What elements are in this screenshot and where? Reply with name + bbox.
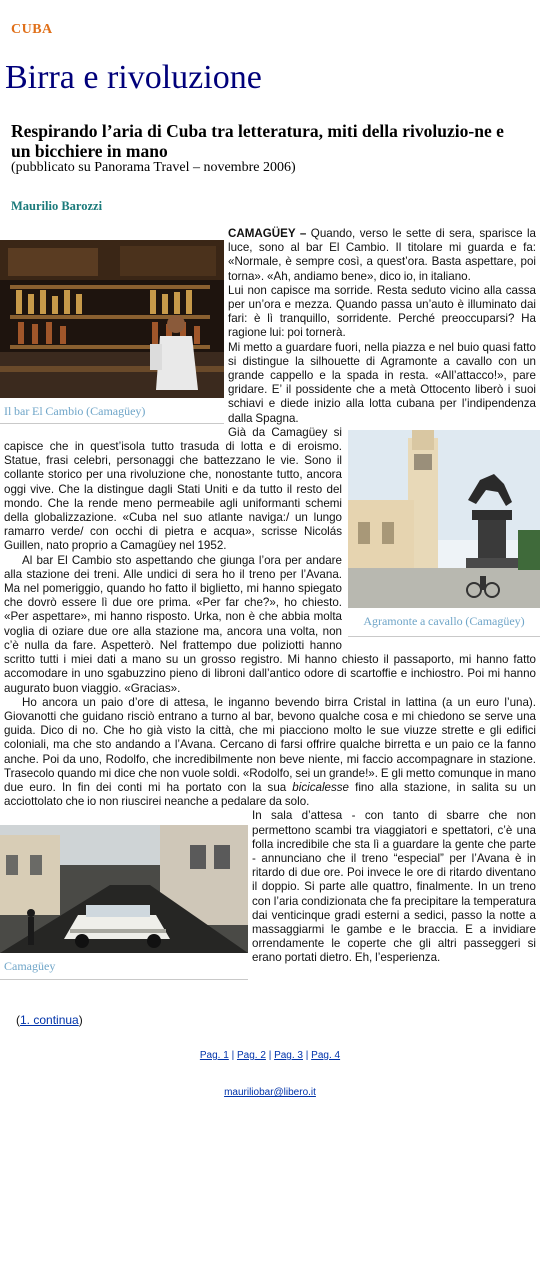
figure-caption: Il bar El Cambio (Camagüey) bbox=[0, 398, 224, 424]
page-separator: | bbox=[268, 1050, 272, 1061]
photo-agramonte bbox=[348, 430, 540, 637]
paragraph: In sala d’attesa - con tanto di sbarre che non permettono scambi tra viaggiatori e spettatori, c’è una folla incredibile che sta lì a guardare la gente che parte - annunciano che il treno “especial” per l’Avana è in ritardo di due ore. Poi invece le ore di ritardo diventano il doppio. Si parte alle quattro, finalmente. In un treno con l’aria condizionata che fa precipitare la temperatura dai venticinque gradi esterni a sedici, passo la notte a massaggiarmi le gambe e le braccia. E a invidiare orrendamente le coperte che gli altri passeggeri si erano portati dietro. Eh, l’esperienza. bbox=[252, 809, 536, 965]
paragraph: CAMAGÜEY – Quando, verso le sette di sera, sparisce la luce, sono al bar El Cambio. Il titolare mi guarda e fa: «Normale, è sempre così, a quest’ora. Basta aspettare, poi torna». «Ah, andiamo bene», dico io, in italiano. bbox=[228, 227, 536, 283]
article-subtitle: Respirando l’aria di Cuba tra letteratura, miti della rivoluzio-ne e un bicchiere in mano bbox=[11, 121, 504, 161]
page-title: Birra e rivoluzione bbox=[5, 59, 262, 96]
paragraph: Mi metto a guardare fuori, nella piazza e nel buio quasi fatto si distingue la silhouette di Agramonte a cavallo con un grande cappello e la spada in resta. «All’attacco!», pare gridare. E’ il possidente che a metà Ottocento liberò i suoi schiavi e diede inizio alla lotta cubana per l’indipendenza dalla Spagna. bbox=[228, 340, 536, 425]
street-car-image bbox=[0, 825, 248, 953]
pagination bbox=[0, 1050, 540, 1061]
continua-note: (1. continua) bbox=[16, 1013, 83, 1027]
page-link-1[interactable]: Pag. 1 bbox=[199, 1050, 229, 1061]
contact-email bbox=[0, 1087, 540, 1098]
photo-camaguey-street bbox=[0, 825, 248, 979]
page-link-4[interactable]: Pag. 4 bbox=[311, 1050, 341, 1061]
paragraph: Al bar El Cambio sto aspettando che giunga l’ora per andare alla stazione dei treni. Alle undici di sera ho il treno per l’Avana. Ma nel pomeriggio, quando ho fatto il biglietto, mi hanno spiegato che dovrò essere lì due ore prima. «Per far che?», ho chiesto. «Per aspettare», mi hanno risposto. Urka, non è che abbia molta voglia di oziare due ore alla stazione ma, ancora una volta, non c’è nulla da fare. Aspetterò. Nel frattempo due poliziotti hanno scritto tutti i miei dati a mano su un grosso registro. Mi hanno chiesto il passaporto, mi hanno fatto accomodare in uno sgabuzzino pieno di libroni dall’antico odore di scartoffie e inchiostro. Poi mi hanno augurato buon viaggio. «Gracias». bbox=[4, 553, 536, 695]
section-label: CUBA bbox=[11, 22, 53, 37]
page-link-3[interactable]: Pag. 3 bbox=[274, 1050, 303, 1061]
author-name: Maurilio Barozzi bbox=[11, 199, 103, 213]
dateline: CAMAGÜEY – bbox=[228, 227, 307, 240]
agramonte-statue-image bbox=[348, 430, 540, 608]
publication-note: (pubblicato su Panorama Travel – novembre 2006) bbox=[11, 160, 296, 175]
email-link[interactable]: mauriliobar@libero.it bbox=[224, 1087, 316, 1098]
photo-bar-el-cambio bbox=[0, 240, 224, 424]
continua-link[interactable]: 1. continua bbox=[20, 1013, 79, 1027]
bar-interior-image bbox=[0, 240, 224, 398]
italic-term: bicicalesse bbox=[292, 780, 350, 794]
figure-caption: Agramonte a cavallo (Camagüey) bbox=[348, 608, 540, 637]
paragraph: Lui non capisce ma sorride. Resta seduto vicino alla cassa per un’ora e mezza. Quando passa un’auto è illuminato dai fari: è lì tranquillo, sorridente. Perché preoccuparsi? Ha ragione lui: poi tornerà. bbox=[228, 283, 536, 340]
page-separator: | bbox=[231, 1050, 235, 1061]
page-link-2[interactable]: Pag. 2 bbox=[236, 1050, 266, 1061]
article-body bbox=[4, 227, 536, 982]
figure-caption: Camagüey bbox=[0, 953, 248, 979]
paragraph: Ho ancora un paio d’ore di attesa, le inganno bevendo birra Cristal in lattina (a un euro l’una). Giovanotti che guidano risciò entrano a turno al bar, bevono qualche cosa e mi chiedono se serve una guida. Dico di no. Che ho già visto la città, che mi piacciono molto le sue viuzze strette e gli edifici coloniali, ma che sto andando a l’Avana. Cercano di farsi offrire qualche birretta e un paio ce la fanno anche. Poi da uno, Rodolfo, che incredibilmente non beve niente, mi faccio accompagnare in stazione. Trasecolo quando mi dice che non vuole soldi. «Rodolfo, sei un grande!». E gli metto comunque in mano due euro. In fin dei conti mi ha portato con la sua bicicalesse fino alla stazione, in salita su un acciottolato che io non riuscirei neanche a pedalare da solo. bbox=[4, 695, 536, 809]
paragraph: Già da Camagüey si capisce che in quest’isola tutto trasuda di lotta e di eroismo. Statue, frasi celebri, personaggi che battezzano le vie. Sono il collante storico per una rivoluzione che, nonostante tutto, ancora oggi vive. Che la distingue dagli Stati Uniti e da tutto il resto del mondo. Che la rende meno permeabile agli uniformanti schemi della globalizzazione. «Cuba nel suo atlante naviga:/ un lungo ramarro verde/ con occhi di pietra e acqua», scrisse Nicolás Guillen, nato proprio a Camagüey nel 1952. bbox=[4, 425, 342, 553]
page-separator: | bbox=[305, 1050, 309, 1061]
